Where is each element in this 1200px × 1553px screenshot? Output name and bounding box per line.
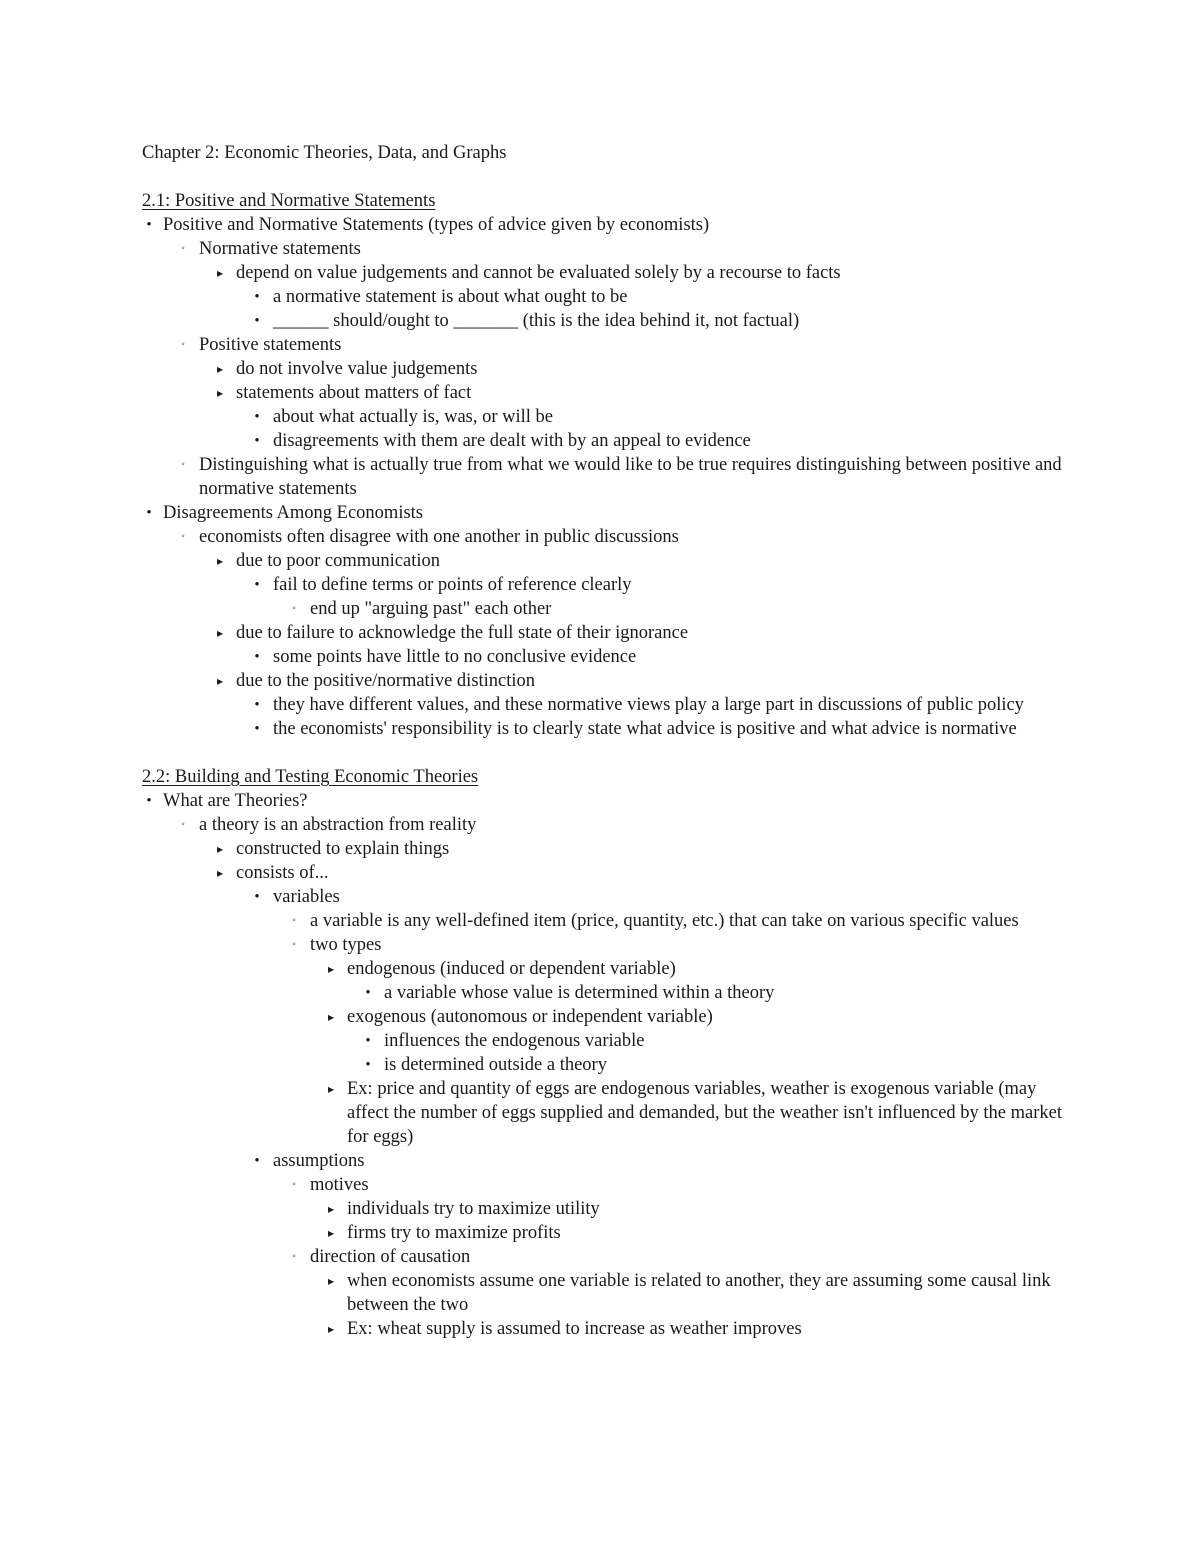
triangle-bullet-icon: ▸ — [216, 866, 224, 880]
list-item — [142, 405, 1072, 429]
list-item-text: Normative statements — [199, 239, 361, 259]
list-item — [142, 285, 1072, 309]
circle-bullet-icon: ◦ — [181, 819, 185, 830]
triangle-bullet-icon: ▸ — [327, 962, 335, 976]
section — [142, 765, 1072, 1341]
bullet-icon: • — [146, 793, 152, 809]
bullet-icon: • — [365, 985, 371, 1001]
list-item-text: some points have little to no conclusive evidence — [273, 647, 637, 667]
list-item — [142, 1197, 1072, 1221]
list-item — [142, 549, 1072, 573]
list-item — [142, 861, 1072, 885]
triangle-bullet-icon: ▸ — [327, 1226, 335, 1240]
circle-bullet-icon: ◦ — [292, 1179, 296, 1190]
list-item — [142, 213, 1072, 237]
list-item — [142, 357, 1072, 381]
list-item-text: direction of causation — [310, 1247, 471, 1267]
circle-bullet-icon: ◦ — [292, 915, 296, 926]
list-item-text: consists of... — [236, 863, 329, 883]
list-item-text: Positive and Normative Statements (types of advice given by economists) — [163, 215, 710, 235]
list-item — [142, 525, 1072, 549]
list-item-text: endogenous (induced or dependent variable) — [347, 959, 676, 979]
section-heading: 2.2: Building and Testing Economic Theories — [142, 767, 479, 787]
bullet-icon: • — [254, 721, 260, 737]
list-item-text: due to poor communication — [236, 551, 440, 571]
list-item-text: Positive statements — [199, 335, 342, 355]
list-item — [142, 309, 1072, 333]
list-item — [142, 1221, 1072, 1245]
bullet-icon: • — [254, 577, 260, 593]
list-item-text: statements about matters of fact — [236, 383, 472, 403]
document-body — [142, 189, 1072, 1341]
list-item-text: do not involve value judgements — [236, 359, 478, 379]
list-item-text: motives — [310, 1175, 369, 1195]
bullet-icon: • — [254, 889, 260, 905]
bullet-icon: • — [254, 433, 260, 449]
list-item — [142, 909, 1072, 933]
list-item — [142, 813, 1072, 837]
triangle-bullet-icon: ▸ — [216, 626, 224, 640]
list-item — [142, 1269, 1072, 1317]
list-item-text: firms try to maximize profits — [347, 1223, 561, 1243]
list-item-text: due to failure to acknowledge the full state of their ignorance — [236, 623, 689, 643]
list-item — [142, 597, 1072, 621]
circle-bullet-icon: ◦ — [181, 243, 185, 254]
list-item-text: about what actually is, was, or will be — [273, 407, 554, 427]
triangle-bullet-icon: ▸ — [216, 266, 224, 280]
list-item-text: a normative statement is about what ought to be — [273, 287, 628, 307]
triangle-bullet-icon: ▸ — [327, 1202, 335, 1216]
spacer — [142, 165, 1072, 189]
list-item-text: end up "arguing past" each other — [310, 599, 552, 619]
list-item — [142, 333, 1072, 357]
list-item — [142, 1077, 1072, 1149]
list-item-text: is determined outside a theory — [384, 1055, 607, 1075]
list-item-text: disagreements with them are dealt with by an appeal to evidence — [273, 431, 751, 451]
section — [142, 189, 1072, 741]
triangle-bullet-icon: ▸ — [216, 554, 224, 568]
list-item-text: ______ should/ought to _______ (this is the idea behind it, not factual) — [273, 311, 800, 331]
bullet-icon: • — [254, 289, 260, 305]
list-item-text: when economists assume one variable is related to another, they are assuming some causal link between the two — [347, 1271, 1051, 1315]
bullet-icon: • — [254, 697, 260, 713]
list-item — [142, 1317, 1072, 1341]
list-item-text: fail to define terms or points of reference clearly — [273, 575, 632, 595]
circle-bullet-icon: ◦ — [181, 531, 185, 542]
list-item — [142, 453, 1072, 501]
list-item — [142, 789, 1072, 813]
list-item — [142, 837, 1072, 861]
triangle-bullet-icon: ▸ — [327, 1010, 335, 1024]
list-item — [142, 669, 1072, 693]
list-item — [142, 933, 1072, 957]
list-item — [142, 717, 1072, 741]
list-item-text: Ex: price and quantity of eggs are endogenous variables, weather is exogenous variable (may affect the number of eggs supplied and demanded, but the weather isn't influenced by the market for eggs) — [347, 1079, 1063, 1147]
list-item-text: Distinguishing what is actually true from what we would like to be true requires distinguishing between positive and normative statements — [199, 455, 1062, 499]
list-item — [142, 1053, 1072, 1077]
list-item-text: influences the endogenous variable — [384, 1031, 645, 1051]
list-item — [142, 381, 1072, 405]
list-item-text: assumptions — [273, 1151, 365, 1171]
list-item — [142, 621, 1072, 645]
section-heading: 2.1: Positive and Normative Statements — [142, 191, 436, 211]
list-item — [142, 237, 1072, 261]
list-item — [142, 573, 1072, 597]
list-item-text: variables — [273, 887, 340, 907]
list-item — [142, 981, 1072, 1005]
list-item — [142, 1005, 1072, 1029]
list-item — [142, 1173, 1072, 1197]
spacer — [142, 741, 1072, 765]
list-item — [142, 1245, 1072, 1269]
list-item — [142, 1149, 1072, 1173]
list-item-text: individuals try to maximize utility — [347, 1199, 600, 1219]
list-item-text: the economists' responsibility is to clearly state what advice is positive and what advice is normative — [273, 719, 1017, 739]
list-item-text: a variable whose value is determined within a theory — [384, 983, 775, 1003]
bullet-icon: • — [146, 217, 152, 233]
bullet-icon: • — [365, 1033, 371, 1049]
list-item — [142, 429, 1072, 453]
document-page — [142, 141, 1072, 1341]
triangle-bullet-icon: ▸ — [216, 842, 224, 856]
bullet-icon: • — [365, 1057, 371, 1073]
list-item-text: due to the positive/normative distinction — [236, 671, 536, 691]
document-title: Chapter 2: Economic Theories, Data, and Graphs — [142, 143, 507, 163]
list-item — [142, 885, 1072, 909]
list-item — [142, 261, 1072, 285]
list-item-text: Disagreements Among Economists — [163, 503, 423, 523]
list-item-text: What are Theories? — [163, 791, 308, 811]
circle-bullet-icon: ◦ — [181, 459, 185, 470]
triangle-bullet-icon: ▸ — [216, 674, 224, 688]
list-item-text: depend on value judgements and cannot be evaluated solely by a recourse to facts — [236, 263, 841, 283]
circle-bullet-icon: ◦ — [181, 339, 185, 350]
list-item-text: a variable is any well-defined item (price, quantity, etc.) that can take on various specific values — [310, 911, 1019, 931]
bullet-icon: • — [254, 409, 260, 425]
triangle-bullet-icon: ▸ — [327, 1322, 335, 1336]
list-item — [142, 957, 1072, 981]
list-item-text: economists often disagree with one another in public discussions — [199, 527, 679, 547]
triangle-bullet-icon: ▸ — [216, 386, 224, 400]
list-item-text: exogenous (autonomous or independent variable) — [347, 1007, 713, 1027]
list-item — [142, 645, 1072, 669]
bullet-icon: • — [254, 649, 260, 665]
circle-bullet-icon: ◦ — [292, 1251, 296, 1262]
list-item-text: constructed to explain things — [236, 839, 450, 859]
list-item-text: they have different values, and these normative views play a large part in discussions of public policy — [273, 695, 1024, 715]
bullet-icon: • — [146, 505, 152, 521]
triangle-bullet-icon: ▸ — [216, 362, 224, 376]
circle-bullet-icon: ◦ — [292, 603, 296, 614]
triangle-bullet-icon: ▸ — [327, 1274, 335, 1288]
list-item-text: a theory is an abstraction from reality — [199, 815, 477, 835]
list-item — [142, 1029, 1072, 1053]
bullet-icon: • — [254, 1153, 260, 1169]
circle-bullet-icon: ◦ — [292, 939, 296, 950]
triangle-bullet-icon: ▸ — [327, 1082, 335, 1096]
list-item — [142, 501, 1072, 525]
list-item — [142, 693, 1072, 717]
list-item-text: Ex: wheat supply is assumed to increase as weather improves — [347, 1319, 802, 1339]
list-item-text: two types — [310, 935, 382, 955]
bullet-icon: • — [254, 313, 260, 329]
